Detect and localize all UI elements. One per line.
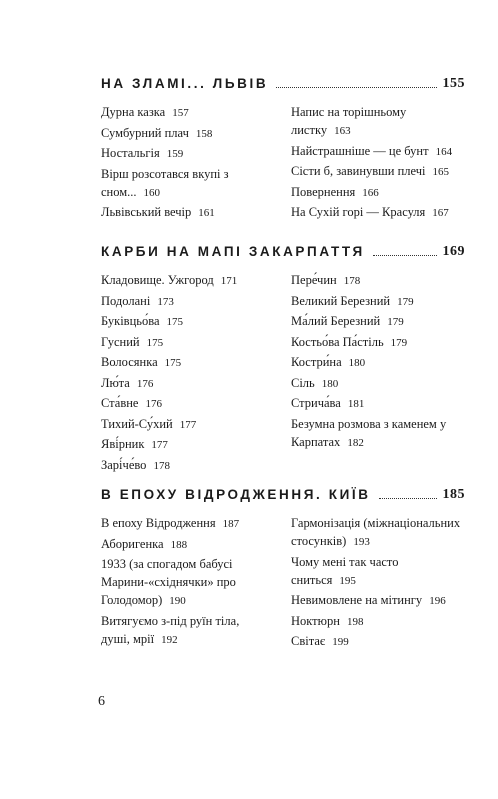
entry-page: 176 [145, 398, 162, 410]
entry-title: Сумбурний плач [101, 125, 189, 140]
entry-page: 159 [166, 148, 184, 160]
toc-entry [291, 415, 471, 452]
toc-entry [101, 612, 261, 649]
entry-page: 175 [164, 357, 182, 369]
entry-page: 171 [220, 275, 238, 287]
toc-entry [101, 456, 281, 475]
entry-title: Напис на торішньому листку [291, 105, 407, 137]
entry-page: 177 [151, 439, 168, 451]
toc-entry [101, 144, 281, 163]
toc-entry [101, 203, 281, 222]
section-header [101, 240, 465, 260]
entry-title: Великий Березний [291, 293, 391, 308]
toc-entry [291, 142, 467, 161]
entry-page: 158 [195, 127, 213, 140]
entries-left-column [101, 271, 281, 476]
toc-entry [291, 162, 467, 181]
entry-title: Чому мені так часто сниться [291, 554, 399, 587]
entry-title: Найстрашніше — це бунт [291, 143, 429, 158]
entries-right-column [291, 514, 467, 653]
entry-page: 188 [170, 538, 188, 551]
toc-entry [101, 312, 281, 331]
entry-title: Зарі́че́во [101, 457, 147, 472]
toc-entry [291, 553, 441, 590]
entry-page: 157 [172, 107, 189, 119]
section-title: КАРБИ НА МАПІ ЗАКАРПАТТЯ [101, 244, 365, 259]
entry-title: Повернення [291, 184, 356, 199]
entry-page: 195 [339, 574, 356, 587]
entry-page: 175 [146, 336, 164, 349]
page-number: 6 [98, 694, 105, 709]
entry-page: 179 [390, 336, 408, 349]
entry-title: Ностальгія [101, 146, 160, 160]
entry-page: 160 [143, 186, 161, 199]
toc-entry [101, 103, 281, 122]
entry-page: 180 [348, 357, 366, 369]
entry-page: 178 [153, 459, 170, 472]
entry-page: 176 [136, 377, 154, 390]
entry-title: Яві́рник [101, 437, 145, 451]
entry-page: 161 [198, 207, 215, 219]
entry-page: 164 [435, 145, 453, 158]
toc-entry [101, 555, 269, 610]
entry-page: 192 [161, 633, 178, 646]
section-header [101, 72, 465, 92]
entry-page: 178 [343, 275, 361, 287]
toc-entry [101, 271, 281, 290]
section-header [101, 483, 465, 503]
dot-leader [379, 498, 437, 499]
entry-title: Львівський вечір [101, 205, 192, 219]
section-page-number: 155 [442, 76, 465, 91]
section-title: НА ЗЛАМІ... ЛЬВІВ [101, 76, 269, 91]
toc-entry [291, 203, 467, 222]
toc-entry [291, 612, 467, 631]
toc-entry [291, 591, 467, 610]
entry-title: Невимовлене на мітингу [291, 593, 423, 607]
entry-title: Ноктюрн [291, 613, 340, 628]
entry-page: 177 [179, 418, 197, 431]
entry-title: Тихий-Су́хий [101, 416, 173, 431]
entry-page: 199 [332, 636, 349, 648]
entry-page: 190 [169, 595, 186, 607]
entry-page: 196 [429, 595, 446, 607]
entry-title: Ста́вне [101, 396, 139, 410]
toc-entry [291, 292, 467, 311]
entry-title: Кладовище. Ужгород [101, 273, 214, 287]
section-page-number: 185 [442, 487, 465, 502]
entry-title: Пере́чин [291, 273, 337, 287]
toc-entry [291, 312, 467, 331]
entry-title: Сісти б, завинувши плечі [291, 164, 426, 178]
entry-title: Буківцьо́ва [101, 314, 160, 328]
entry-title: Костьо́ва Па́стіль [291, 334, 384, 349]
toc-section-lviv [101, 72, 465, 219]
entries-right-column [291, 103, 467, 224]
entry-title: Волосянка [101, 355, 158, 369]
entry-title: Лю́та [101, 375, 130, 390]
toc-entry [291, 514, 469, 551]
entry-page: 175 [166, 316, 183, 328]
entry-title: В епоху Відродження [101, 516, 216, 530]
entry-title: Ма́лий Березний [291, 314, 381, 328]
entry-page: 173 [157, 295, 174, 308]
entry-page: 181 [347, 398, 365, 410]
toc-entry [291, 103, 436, 140]
entry-title: Стрича́ва [291, 396, 341, 410]
entry-title: Дурна казка [101, 105, 166, 119]
toc-entry [291, 632, 467, 651]
entry-title: Костри́на [291, 355, 342, 369]
entry-title: 1933 (за спогадом бабусі Марини-«східнячки» про Голодомор) [101, 557, 236, 607]
entry-page: 163 [334, 125, 351, 137]
toc-entry [291, 183, 467, 202]
entry-title: Гармонізація (міжнаціональних стосунків) [291, 516, 461, 548]
dot-leader [276, 87, 436, 88]
entry-title: Безумна розмова з каменем у Карпатах [291, 416, 447, 449]
entry-title: Аборигенка [101, 536, 164, 551]
toc-entry [101, 353, 281, 372]
toc-entry [101, 165, 261, 202]
entry-page: 180 [321, 377, 339, 390]
entry-title: Гусний [101, 334, 140, 349]
entry-page: 182 [347, 436, 364, 449]
dot-leader [373, 255, 437, 256]
section-page-number: 169 [442, 244, 465, 259]
entry-page: 193 [353, 536, 370, 548]
entries-right-column [291, 271, 467, 453]
toc-entry [101, 333, 281, 352]
entry-page: 167 [432, 207, 449, 219]
toc-entry [101, 394, 281, 413]
entry-page: 179 [397, 295, 414, 308]
toc-section-kyiv [101, 483, 465, 648]
entries-left-column [101, 103, 281, 224]
toc-entry [101, 435, 281, 454]
entry-title: Подолані [101, 293, 151, 308]
toc-entry [101, 124, 281, 143]
entry-title: Світає [291, 634, 326, 648]
toc-entry [101, 514, 281, 533]
entry-page: 187 [222, 518, 240, 530]
toc-entry [291, 271, 467, 290]
toc-entry [101, 535, 281, 554]
toc-section-zakarpattia [101, 240, 465, 472]
entry-page: 179 [387, 316, 404, 328]
entry-title: Витягуємо з-під руїн тіла, душі, мрії [101, 613, 240, 646]
entry-page: 198 [346, 615, 364, 628]
toc-entry [291, 353, 467, 372]
entry-title: На Сухій горі — Красуля [291, 205, 426, 219]
entries-left-column [101, 514, 281, 650]
section-title: В ЕПОХУ ВІДРОДЖЕННЯ. КИЇВ [101, 487, 371, 502]
entry-page: 166 [362, 186, 379, 199]
toc-entry [101, 374, 281, 393]
toc-entry [291, 333, 467, 352]
entry-title: Сіль [291, 375, 315, 390]
toc-entry [291, 374, 467, 393]
toc-entry [101, 292, 281, 311]
toc-entry [291, 394, 467, 413]
entry-page: 165 [432, 166, 450, 178]
toc-entry [101, 415, 281, 434]
entry-title: Вірш розсотався вкупі з сном... [101, 166, 229, 199]
